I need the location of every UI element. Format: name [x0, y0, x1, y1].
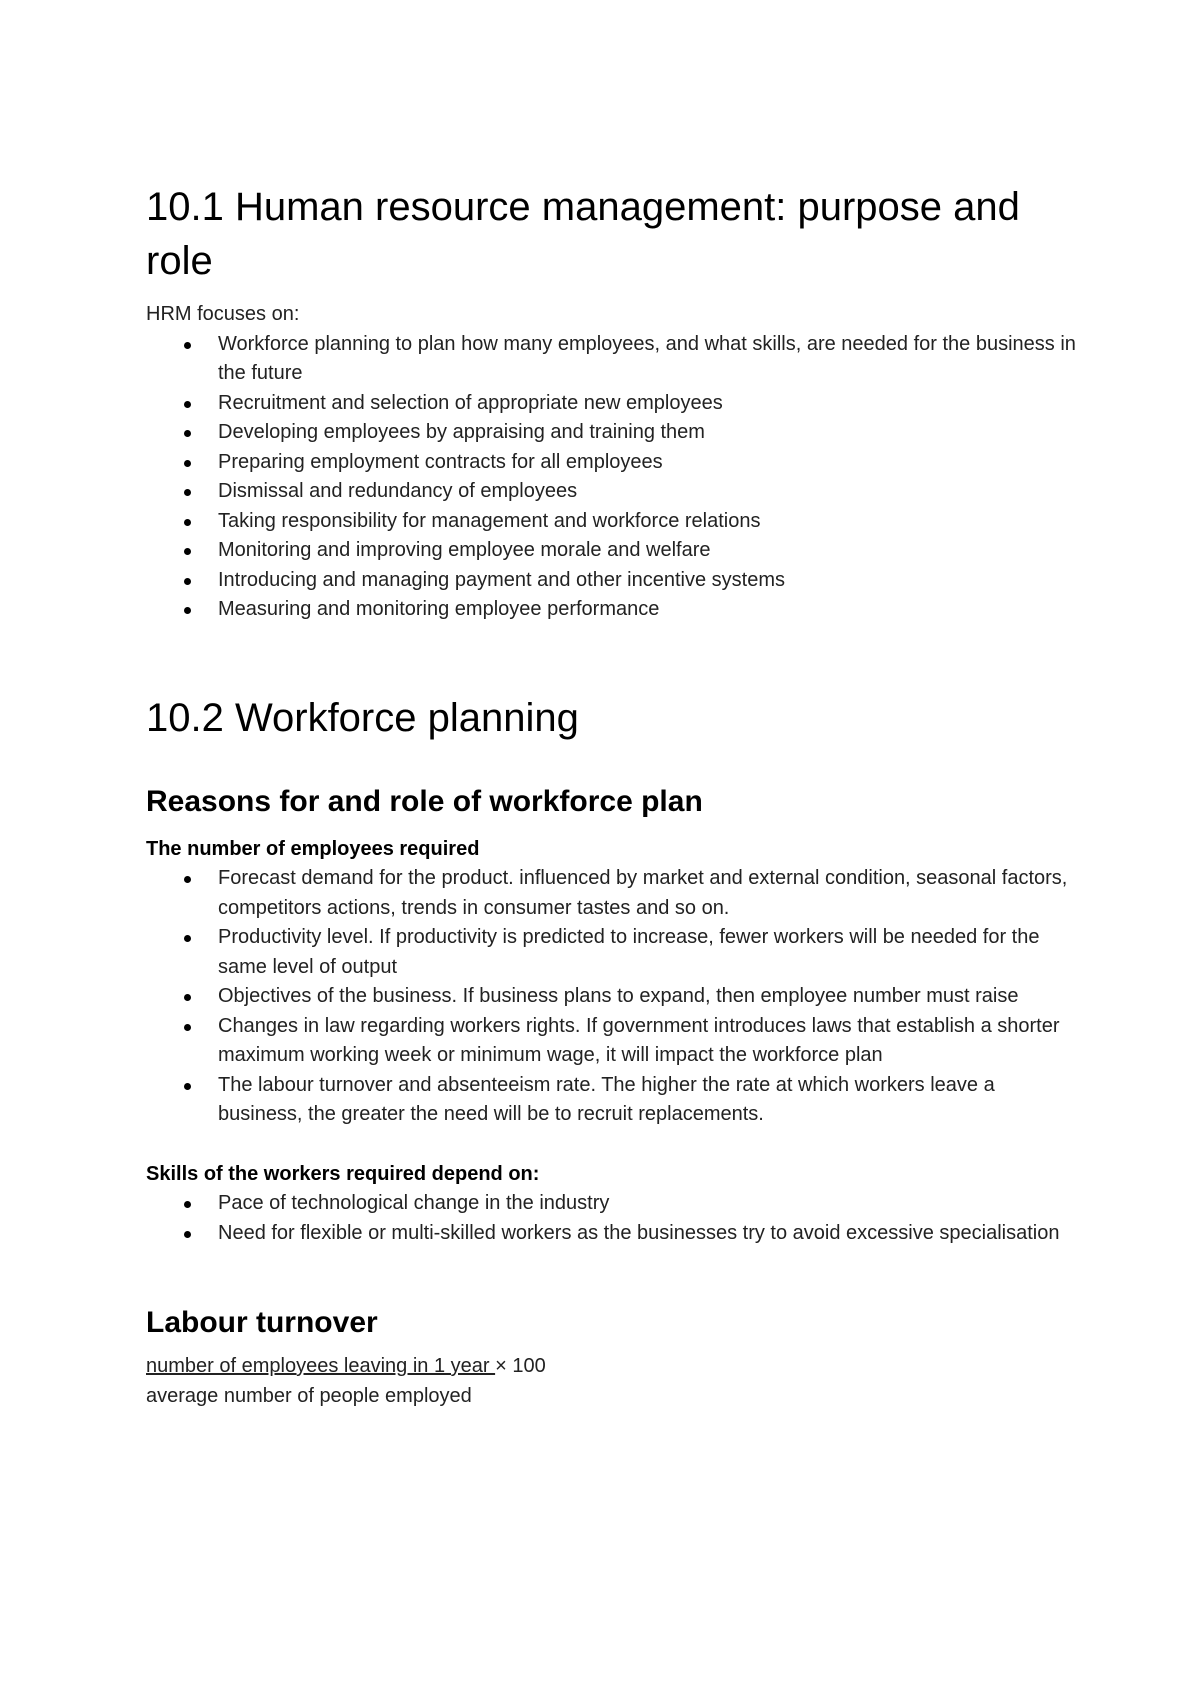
bullet-icon — [184, 430, 191, 437]
subsection-heading-labour-turnover: Labour turnover — [146, 1306, 378, 1339]
list-item — [218, 330, 1076, 389]
list-item — [218, 536, 1076, 566]
bullet-icon — [184, 1083, 191, 1090]
list-item — [218, 864, 1076, 923]
list-item — [218, 1012, 1076, 1071]
bullet-icon — [184, 994, 191, 1001]
list-item — [218, 566, 1076, 596]
list-item-text: Preparing employment contracts for all employees — [218, 450, 663, 473]
employees-required-list — [146, 864, 1076, 1130]
document-page — [146, 180, 1076, 1411]
list-item-text: Measuring and monitoring employee performance — [218, 598, 660, 620]
section-heading-workforce-planning: 10.2 Workforce planning — [146, 695, 579, 740]
group-title-employees-required: The number of employees required — [146, 837, 480, 860]
list-item-text: Developing employees by appraising and training them — [218, 421, 705, 443]
list-item — [218, 448, 1076, 478]
subsection-heading-reasons: Reasons for and role of workforce plan — [146, 784, 703, 818]
formula-numerator: number of employees leaving in 1 year — [146, 1355, 496, 1377]
list-item-text: Productivity level. If productivity is predicted to increase, fewer workers will be needed for the same level of output — [218, 926, 1040, 978]
hrm-focus-list — [146, 330, 1076, 625]
bullet-icon — [184, 1201, 191, 1208]
list-item — [218, 1071, 1076, 1130]
formula-numerator-line — [146, 1352, 1076, 1382]
bullet-icon — [184, 401, 191, 408]
bullet-icon — [184, 876, 191, 883]
list-item — [218, 477, 1076, 507]
list-item-text: Dismissal and redundancy of employees — [218, 480, 578, 502]
bullet-icon — [184, 578, 191, 585]
list-item — [218, 982, 1076, 1012]
labour-turnover-formula — [146, 1352, 1076, 1411]
list-item — [218, 1189, 1076, 1219]
list-item-text: Introducing and managing payment and other incentive systems — [218, 568, 786, 591]
list-item-text: Changes in law regarding workers rights. If government introduces laws that establish a shorter maximum working week or minimum wage, it will impact the workforce plan — [218, 1014, 1060, 1066]
list-item — [218, 1219, 1076, 1249]
list-item-text: Pace of technological change in the industry — [218, 1192, 610, 1214]
list-item-text: Recruitment and selection of appropriate new employees — [218, 391, 723, 414]
bullet-icon — [184, 1231, 191, 1238]
bullet-icon — [184, 342, 191, 349]
group-title-skills-required: Skills of the workers required depend on: — [146, 1162, 540, 1185]
list-item — [218, 389, 1076, 419]
list-item-text: Need for flexible or multi-skilled workers as the businesses try to avoid excessive specialisation — [218, 1221, 1060, 1244]
skills-required-list — [146, 1189, 1076, 1248]
list-item-text: Forecast demand for the product. influenced by market and external condition, seasonal factors, competitors actions, trends in consumer tastes and so on. — [218, 867, 1068, 919]
bullet-icon — [184, 489, 191, 496]
list-item-text: The labour turnover and absenteeism rate. The higher the rate at which workers leave a business, the greater the need will be to recruit replacements. — [218, 1073, 995, 1125]
list-item — [218, 418, 1076, 448]
bullet-icon — [184, 548, 191, 555]
hrm-intro-text: HRM focuses on: — [146, 303, 300, 325]
bullet-icon — [184, 519, 191, 526]
list-item — [218, 923, 1076, 982]
list-item — [218, 595, 1076, 625]
list-item-text: Monitoring and improving employee morale and welfare — [218, 539, 711, 561]
bullet-icon — [184, 460, 191, 467]
section-heading-hrm: 10.1 Human resource management: purpose and role — [146, 185, 1020, 283]
bullet-icon — [184, 607, 191, 614]
bullet-icon — [184, 935, 191, 942]
list-item-text: Taking responsibility for management and workforce relations — [218, 509, 761, 532]
list-item-text: Objectives of the business. If business plans to expand, then employee number must raise — [218, 985, 1019, 1007]
formula-multiplier: × 100 — [495, 1355, 546, 1377]
list-item — [218, 507, 1076, 537]
list-item-text: Workforce planning to plan how many employees, and what skills, are needed for the business in the future — [218, 332, 1076, 384]
formula-denominator: average number of people employed — [146, 1384, 472, 1407]
bullet-icon — [184, 1024, 191, 1031]
